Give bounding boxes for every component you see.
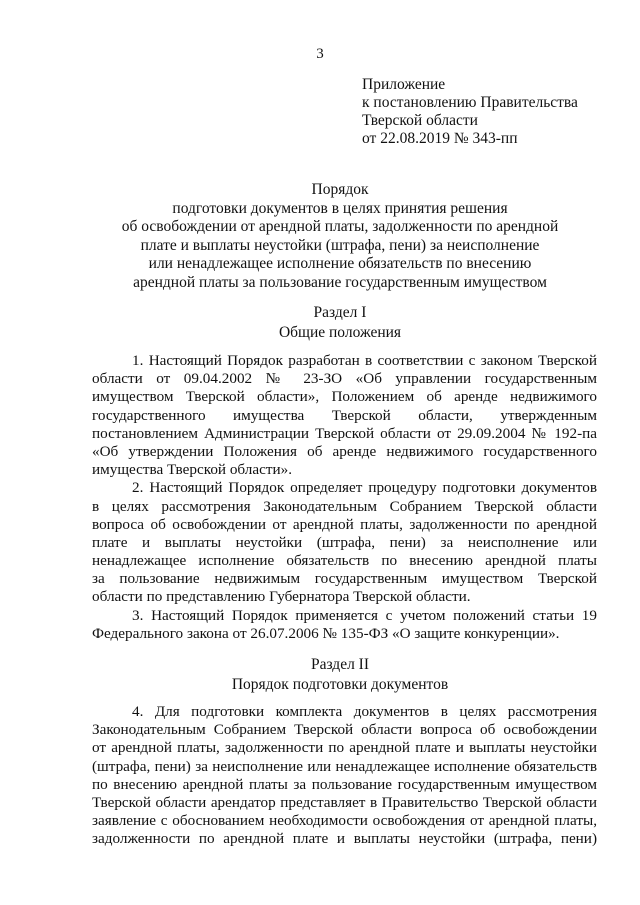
text-line: имуществом Тверской области», Положением об аренде недвижимого xyxy=(92,388,597,406)
text-line: плате и выплаты неустойки (штрафа, пени) за неисполнение или xyxy=(92,533,597,551)
appendix-line: к постановлению Правительства xyxy=(362,94,578,111)
document-title xyxy=(90,181,590,292)
title-line: арендной платы за пользование государственным имуществом xyxy=(133,273,547,291)
text-line: ненадлежащее исполнение обязательств по внесению арендной платы xyxy=(92,552,597,570)
paragraph-1 xyxy=(92,352,597,479)
appendix-line: Тверской области xyxy=(362,112,478,129)
text-line: 3. Настоящий Порядок применяется с учетом положений статьи 19 xyxy=(132,606,597,624)
text-line: вопроса об освобождении от арендной платы, задолженности по арендной xyxy=(92,515,597,533)
paragraph-2 xyxy=(92,479,597,606)
title-line: подготовки документов в целях принятия решения xyxy=(172,199,508,217)
title-line: об освобождении от арендной платы, задолженности по арендной xyxy=(121,218,559,235)
section-2-body xyxy=(92,703,597,849)
text-line: имущества Тверской области». xyxy=(92,461,292,479)
paragraph-3 xyxy=(92,607,597,643)
section-1-body xyxy=(92,352,597,643)
text-line: Федерального закона от 26.07.2006 № 135-ФЗ «О защите конкуренции». xyxy=(92,624,560,642)
section-number: Раздел II xyxy=(310,656,370,673)
text-line: области по представлению Губернатора Тверской области. xyxy=(92,588,471,606)
page-number: 3 xyxy=(316,46,324,62)
appendix-line: Приложение xyxy=(362,76,446,93)
appendix-line: от 22.08.2019 № 343-пп xyxy=(362,130,518,147)
text-line: Тверской области арендатор представляет в Правительство Тверской области xyxy=(92,793,597,811)
text-line: за пользование недвижимым государственным имуществом Тверской xyxy=(92,570,597,588)
text-line: области от 09.04.2002 № 23-ЗО «Об управлении государственным xyxy=(92,370,597,388)
text-line: заявление с обоснованием необходимости освобождения от арендной платы, xyxy=(92,812,597,830)
text-line: государственного имущества Тверской области, утвержденным xyxy=(92,406,597,424)
text-line: 2. Настоящий Порядок определяет процедуру подготовки документов xyxy=(132,479,597,497)
title-line: или ненадлежащее исполнение обязательств по внесению xyxy=(148,255,532,272)
text-line: от арендной платы, задолженности по арендной плате и выплаты неустойки xyxy=(92,739,597,757)
section-1-heading xyxy=(90,303,590,343)
title-line: Порядок xyxy=(311,181,369,198)
text-line: в целях рассмотрения Законодательным Собранием Тверской области xyxy=(92,497,597,515)
section-2-heading xyxy=(90,655,590,695)
text-line: 1. Настоящий Порядок разработан в соответствии с законом Тверской xyxy=(132,352,597,369)
section-name: Порядок подготовки документов xyxy=(231,676,449,693)
title-line: плате и выплаты неустойки (штрафа, пени) за неисполнение xyxy=(140,236,540,254)
text-line: 4. Для подготовки комплекта документов в целях рассмотрения xyxy=(132,703,597,720)
text-line: по внесению арендной платы за пользование государственным имуществом xyxy=(92,775,597,793)
section-number: Раздел I xyxy=(313,304,367,321)
text-line: Законодательным Собранием Тверской области вопроса об освобождении xyxy=(92,721,597,739)
text-line: постановлением Администрации Тверской области от 29.09.2004 № 192-па xyxy=(92,424,597,442)
text-line: «Об утверждении Положения об аренде недвижимого государственного xyxy=(92,442,597,460)
section-name: Общие положения xyxy=(278,324,402,341)
paragraph-4 xyxy=(92,703,597,849)
appendix-block xyxy=(362,76,632,148)
text-line: (штрафа, пени) за неисполнение или ненадлежащее исполнение обязательств xyxy=(92,757,597,775)
text-line: задолженности по арендной плате и выплаты неустойки (штрафа, пени) xyxy=(92,830,597,848)
